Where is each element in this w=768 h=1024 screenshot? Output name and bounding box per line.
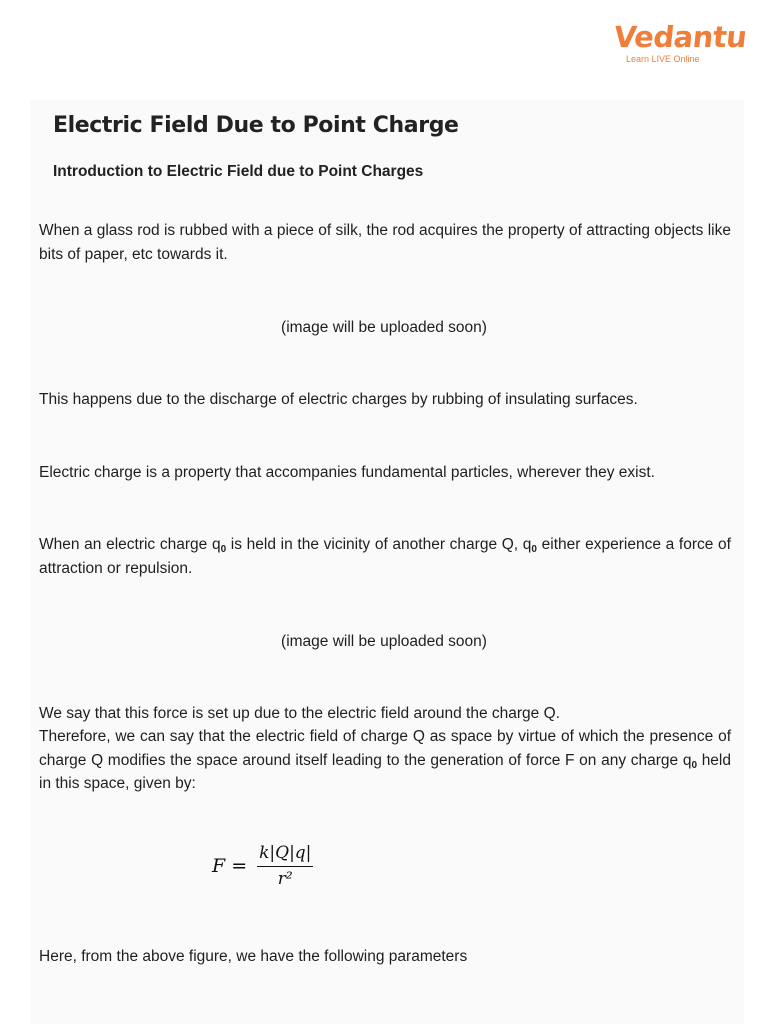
image-placeholder: (image will be uploaded soon) [281, 633, 487, 650]
formula-fraction [257, 843, 313, 889]
formula-equals: = [231, 855, 248, 877]
coulomb-formula [212, 843, 313, 889]
section-heading: Introduction to Electric Field due to Point Charges [53, 163, 424, 180]
formula-lhs: F [212, 855, 226, 877]
subscript: 0 [531, 544, 537, 555]
text-run: Therefore, we can say that the electric field of charge Q as space by virtue of which the presence of charge Q modifies the space around itself leading to the generation of force F on any charge q [39, 728, 731, 769]
paragraph-glass-rod: When a glass rod is rubbed with a piece of silk, the rod acquires the property of attracting objects like bits of paper, etc towards it. [39, 222, 731, 263]
paragraph-field-definition [39, 725, 731, 796]
paragraph-force [39, 533, 731, 580]
paragraph-discharge: This happens due to the discharge of electric charges by rubbing of insulating surfaces. [39, 391, 638, 408]
paragraph-parameters: Here, from the above figure, we have the following parameters [39, 948, 468, 965]
paragraph-field-intro: We say that this force is set up due to the electric field around the charge Q. [39, 705, 560, 722]
text-run: either experience a force of attraction or repulsion. [39, 536, 731, 577]
subscript: 0 [220, 544, 227, 555]
logo-tagline: Learn LIVE Online [626, 54, 700, 64]
image-placeholder: (image will be uploaded soon) [281, 319, 487, 336]
text-run: When an electric charge q [39, 536, 221, 553]
formula-denominator: r² [277, 869, 293, 889]
paragraph-electric-charge: Electric charge is a property that accompanies fundamental particles, wherever they exist. [39, 464, 655, 481]
subscript: 0 [691, 759, 698, 771]
logo-wordmark: Vedantu [612, 20, 749, 54]
text-run: is held in the vicinity of another charge Q, q [226, 536, 532, 553]
page-title: Electric Field Due to Point Charge [53, 113, 459, 138]
text-run: held in this space, given by: [39, 751, 731, 792]
formula-numerator: k|Q|q| [257, 843, 313, 867]
vedantu-logo[interactable] [612, 20, 749, 64]
